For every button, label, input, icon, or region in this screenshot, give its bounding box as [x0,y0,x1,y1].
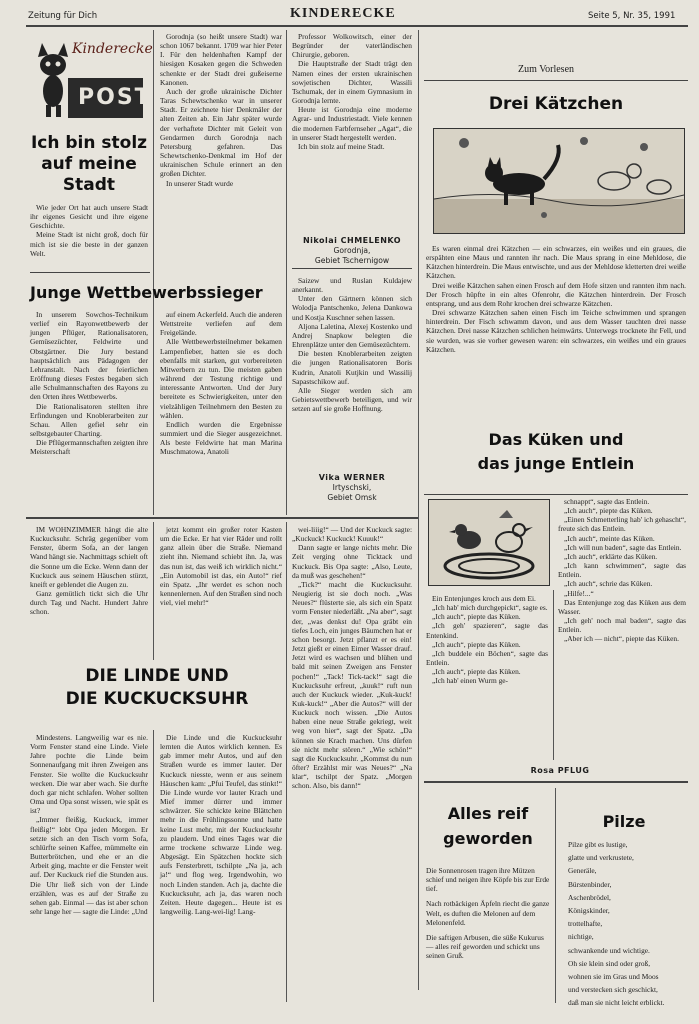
poem-line: Oh sie klein sind oder groß, [568,958,651,968]
paragraph: „Ich will nun baden“, sagte das Entlein. [564,542,682,552]
paragraph: Die besten Knoblerarbeiten zeigten die jungen Rationalisatoren Boris Kudrin, Anatoli Kutjkin und Wassilij Sapastschikow auf. [292,349,412,386]
paragraph: schnappt“, sagte das Entlein. [564,497,650,506]
article-body-kaetzchen [426,244,686,354]
title-line: Das Küken und [488,430,624,449]
article-body-kuckuck-intro [30,525,148,617]
column-divider [286,30,287,515]
paragraph: „Tick?“ macht die Kuckucksuhr. Neugierig ist sie doch noch. „Was Neues?“ flüsterte sie, als sich ein Spatz vorm Fenster niederläßt. „Na aber“, sagt der, „was denkst du! Opa gräbt ein tiefes Loch, ein junges Bäumchen hat er schon besorgt. Jetzt pflanzt er es ein! Jetzt gießt er einen Eimer Wasser drauf. Jetzt wird es wachsen und blühen und bald mit seinen Zweigen ans Fenster pochen!“ „Tack! Tick-tack!“ sagt die Kuckucksuhr erfreut, „kuuk!“ ruft nun auch der Kuckuck wieder. „Kuk-kuck! Kuk-kuck!“ „Aber die Autos?“ will der Kuckuck noch wissen. „Die Autos haben eine neue Straße gekriegt, weit weg von hier“, sagt der Spatz. „Da können sie Krach machen. Uns dürfen sie nicht mehr stören.“ „Wie schön!“ sagt die Kuckucksuhr. „Kommst du nun öfter? Erzählst mir was Neues?“ „Na klar“, tschilpt der Spatz. „Morgen schon. Also, bis dann!“ [292,579,412,791]
paragraph: Alle Wettbewerbsteilnehmer bekamen Lampenfieber, hatten sie es doch ebenfalls mit starken, gut vorbereiteten Mitwerbern zu tun. Die meisten gaben während der Testung richtige und interessante Antworten. Und der Jury bereitete es Schwierigkeiten, unter den vielzähligen Teilnehmern den Besten zu wählen. [160,337,282,420]
paragraph: Gorodnja (so heißt unsere Stadt) war schon 1067 bekannt. 1709 war hier Peter I. Für den heldenhaften Kampf der hiesigen Kosaken gegen die Schweden schenkte er der Stadt drei gußeiserne Kanonen. [160,32,282,87]
article-body-kueken-col2 [558,497,686,644]
paragraph: „Ich auch“, schrie das Küken. [564,579,653,589]
paragraph: wei-liiig!“ — Und der Kuckuck sagte: „Kuckuck! Kuckuck! Kuuuk!“ [292,525,412,544]
article-title-reif [424,801,552,851]
paragraph: Aljona Laletina, Alexej Kostenko und Andrej Snapkow belegten die Ehrenplätze unter den Gemüsezüchtern. [292,321,412,350]
author-name: Vika WERNER [318,473,386,482]
paragraph: Die Rationalisatoren stellten ihre Erfindungen und Knoblerarbeiten zur Schau. Allen gefiel sehr ein selbstgebauter Charting. [30,401,148,439]
poem-line: nichtige, [568,932,594,942]
paragraph: „Einen Schmetterling hab' ich gehascht“, freute sich das Entlein. [558,515,686,534]
author-place: Gorodnja, [333,246,371,255]
cats-illustration [433,128,685,234]
author-pflug [500,766,620,776]
title-line: das junge Entlein [477,454,635,473]
author-name: Nikolai CHMELENKO [302,236,402,245]
section-rule [424,781,688,783]
paragraph: Saizew und Ruslan Kuldajew anerkannt. [292,276,412,295]
article-body-wettbewerb-col2 [160,310,282,457]
poem-line: daß man sie nicht leicht erblickt. [568,998,665,1008]
paragraph: „Ich auch“, piepte das Küken. [432,667,521,677]
author-place: Gebiet Tschernigow [314,256,390,265]
paragraph: Die saftigen Arbusen, die süße Kukurus — alles reif geworden und schickt uns seinen Gruß. [426,932,544,961]
header-right: Seite 5, Nr. 35, 1991 [588,11,676,21]
paragraph: Die Hauptstraße der Stadt trägt den Namen eines der ersten ukrainischen sowjetischen Dichter, Wassili Tschumak, der in einem Gymnasium in Gorodnja lernte. [292,59,412,106]
paragraph: „Ich hab' mich durchgepickt“, sagte es. [432,603,548,613]
paragraph: „Ich buddele ein Böchen“, sagte das Entlein. [426,648,548,668]
section-rule [424,80,688,81]
column-divider [153,522,154,660]
article-body-kuckuck-col1 [30,733,148,916]
title-line: DIE KUCKUCKSUHR [65,689,249,709]
cats-picture-icon [434,129,684,233]
paragraph: „Ich auch“, piepte das Küken. [432,612,521,622]
paragraph: Nach rotbäckigen Äpfeln riecht die ganze Welt, es duften die Melonen auf dem Melonenfeld. [426,899,550,927]
logo-script: Kinderecke [72,41,153,57]
article-title-wettbewerb: Junge Wettbewerbssieger [30,283,263,302]
paragraph: Unter den Gärtnern können sich Wolodja Pantschenko, Jelena Dankowa und Kostja Kuschner sehen lassen. [292,294,412,322]
poem-line: und verstecken sich geschickt, [568,985,658,995]
article-title-kueken [424,428,688,476]
column-divider [418,30,419,990]
title-line: Alles reif [447,804,529,823]
paragraph: Ganz gemütlich tickt sich die Uhr durch Tag und Nacht. Hundert Jahre schon. [30,589,148,617]
title-line: geworden [443,829,533,848]
article-body-stolz-col2 [160,32,282,188]
paragraph: „Ich auch“, piepte das Küken. [432,639,521,649]
paragraph: In unserem Sowchos-Technikum verlief ein Rayonwettbewerb der jungen Pflüger, Rationalisatoren, Gemüsezüchter, Feldwirte und Obstgärtner. Die Jury bestand hauptsächlich aus Pädagogen der Lehranstalt. Nach der feierlichen Eröffnung dieses Festes begaben sich alle Schulmannschaften des Rayons zu den Orten ihres Wettbewerbs. [30,310,148,402]
paragraph: Das Entenjunge zog das Küken aus dem Wasser. [558,597,686,616]
paragraph: Mindestens. Langweilig war es nie. Vorm Fenster stand eine Linde. Viele Jahre pochte die Linde beim Sonnenaufgang mit ihren Zweigen ans Fenster. Sie wollte die Kuckucksuhr wecken. Die war aber wach. Sie durfte doch gar nicht schlafen. Woher sollten Oma und Opa sonst wissen, wie spät es ist? [30,733,148,816]
section-rule [26,517,418,519]
article-body-kuckuck-col3 [292,525,412,791]
article-title-kuckuck [32,665,282,711]
column-divider [555,788,556,1003]
article-body-wettbewerb-col1 [30,310,148,457]
poem-line: Pilze gibt es lustige, [568,840,628,849]
paragraph: Meine Stadt ist nicht groß, doch für mich ist sie die beste in der ganzen Welt. [30,230,148,258]
paragraph: „Ich auch“, piepte das Küken. [564,506,653,516]
paragraph: Drei weiße Kätzchen sahen einen Frosch auf dem Hofe sitzen und rannten ihm nach. Der Frosch hüpfte in ein altes Ofenrohr, die Kätzchen hinterdrein. Der Frosch entsprang, und aus dem Rohr krochen drei schwarze Kätzchen. [426,280,686,308]
article-body-stolz-col3 [292,32,412,151]
paragraph: Dann sagte er lange nichts mehr. Die Zeit verging ohne Ticktack und Kuckuck. Bis Opa sagte: „Also, Leute, da muß was geschehen!“ [292,543,412,580]
article-body-kueken-col1 [426,594,548,686]
poem-line: trottelhafte, [568,919,603,929]
poem-line: wohnen sie im Gras und Moos [568,972,659,982]
chick-duckling-picture-icon [429,500,549,585]
poem-line: Aschenbrödel, [568,892,611,902]
paragraph: In unserer Stadt wurde [166,178,234,188]
paragraph: Auch der große ukrainische Dichter Taras Schewtschenko war in unserer Stadt. Er zeichnete hier Denkmäler der alten Zeiten ab. Ein Jahr später wurde der verhaftete Dichter mit Geleit von Gendarmen durch Gorodnja nach Petersburg gefahren. Das Schewtschenko-Denkmal im Hof der ukrainischen Schule erinnert an den großen Dichter. [160,86,282,179]
section-rule [424,494,688,495]
poem-pilze [568,838,692,1010]
header-rule [26,25,688,27]
section-label: Zum Vorlesen [518,64,575,75]
author-chmelenko [292,236,412,266]
kinderecke-post-logo [28,33,153,121]
article-body-kuckuck-intro-col2 [160,525,282,607]
paragraph: Drei schwarze Kätzchen sahen einen Fisch im Teiche schwimmen und sprangen hinterdrein. Der Fisch schwamm davon, und aus dem Wasser tauchten drei nasse Kätzchen. Drei nasse Kätzchen schlichen heimwärts. Unterwegs trocknete ihr Fell, und sie wurden, was sie vorher gewesen waren: ein schwarzes, ein weißes und ein graues Kätzchen. [426,308,686,354]
article-body-stolz-col1 [30,203,148,258]
paragraph: „Ich hab' einen Wurm ge- [432,676,509,686]
title-line: DIE LINDE UND [85,666,229,686]
poem-line: glatte und verkrustete, [568,853,634,863]
column-divider [286,522,287,1002]
section-rule [30,272,150,273]
paragraph: Ich bin stolz auf meine Stadt. [298,141,385,151]
paragraph: „Hilfe!...“ [564,588,594,598]
paragraph: „Aber ich — nicht“, piepte das Küken. [564,634,679,644]
author-werner [292,473,412,503]
poem-line: schwankende und wichtige. [568,945,650,955]
article-body-kuckuck-col2 [160,733,282,916]
paragraph: Es waren einmal drei Kätzchen — ein schwarzes, ein weißes und ein graues, die erspähten eine Maus und rannten ihr nach. Die Maus sprang in eine Mehldose, die Kätzchen hinterdrein. Die Maus entwischte, und aus der Mehldose kletterten drei weiße Kätzchen. [426,244,686,281]
paragraph: jetzt kommt ein großer roter Kasten um die Ecke. Er hat vier Räder und rollt ganz allein über die Straße. Niemand zieht ihn. Niemand schiebt ihn. Ja, was das nun ist, das weiß ich wirklich nicht.“ „Ein Automobil ist das, ein Auto!“ rief ein Spatz. „Ihr werdet es schon noch kennenlernen. Auf den Straßen sind noch viel, viel mehr!“ [160,525,282,608]
paragraph: Alle Sieger werden sich am Gebietswettbewerb beteiligen, und wir setzen auf sie große Hoffnung. [292,385,412,414]
article-title-stolz: Ich bin stolz auf meine Stadt [30,133,148,195]
paragraph: „Ich auch“, erklärte das Küken. [564,551,658,561]
paragraph: Die Pflügermannschaften zeigten ihre Meisterschaft [30,438,148,457]
paragraph: auf einem Ackerfeld. Auch die anderen Wettstreite verliefen auf dem Freigelände. [160,310,282,338]
poem-reif [426,866,552,960]
chick-duckling-illustration [428,499,550,586]
paragraph: Ein Entenjunges kroch aus dem Ei. [432,594,536,603]
paragraph: Wie jeder Ort hat auch unsere Stadt ihr eigenes Gesicht und ihre eigene Geschichte. [30,203,148,231]
paragraph: IM WOHNZIMMER hängt die alte Kuckucksuhr. Schräg gegenüber vom Fenster, überm Sofa, an der langen Wand hängt sie. Nachmittags schielt oft die Sonne um die Ecke. Wenn dann der Kuckuck aus seinem Häuschen stürzt, kneift er geblendet die Augen zu. [30,525,148,589]
paragraph: „Immer fleißig, Kuckuck, immer fleißig!“ lobt Opa jeden Morgen. Er setzte sich an den Tisch vorm Sofa, schlürfte seinen Kaffee, mümmelte ein Butterbrötchen, und ehe er an die Arbeit ging, machte er die Fenster weit auf. Der Kuckuck rief die Stunden aus. Die Uhr ließ sich von der Linde erzählen, was es auf der Straße zu sehen gab. Einmal — das ist aber schon sehr lange her — sagte die Linde: „Und [30,815,148,916]
paragraph: „Ich geh' noch mal baden“, sagte das Entlein. [558,616,686,635]
paragraph: Heute ist Gorodnja eine moderne Agrar- und Industriestadt. Viele kennen die modernen Farbfernseher „Agat“, die in unserer Stadt hergestellt werden. [292,105,412,142]
paragraph: Die Linde und die Kuckucksuhr lernten die Autos wirklich kennen. Es gab immer mehr Autos, und auf den Straßen wurde es immer lauter. Der Kuckuck niesste, wenn er aus seinem Häuschen kam: „Pfui Teufel, das stinkt!“ Die Linde wurde vor lauter Krach und Mief immer dürrer und immer schwärzer. Sie schickte keine Blättchen mehr in die Frühlingssonne und hatte keine Lust mehr, mit der Kuckucksuhr zu plaudern. Und eines Tages war die arme trockene schwarze Linde weg. Abgesägt. Ein Spätzchen hockte sich aufs Fensterbrett, tschilpte „Na ja, ach ja!“ und flog weg. Irgendwohin, wo noch Linden standen. Ach ja, dachte die Kuckucksuhr, ach ja, das waren noch Zeiten. Heute dagegen... Heute ist es langweilig. Lang-wei-lig! Lang- [160,733,282,916]
poem-line: Königskinder, [568,906,610,916]
poem-line: Generäle, [568,866,597,876]
author-place: Gebiet Omsk [327,493,377,502]
logo-post: POST [78,85,152,110]
author-place: Irtyschski, [332,483,372,492]
paragraph: „Ich auch“, meinte das Küken. [564,533,655,543]
column-divider [153,30,154,515]
column-divider [553,590,554,760]
paragraph: „Ich kann schwimmen“, sagte das Entlein. [558,561,686,580]
poem-line: Bürstenbinder, [568,879,612,889]
paragraph: Die Sonnenrosen tragen ihre Mützen schief und neigen ihre Köpfe bis zur Erde tief. [426,866,550,894]
article-body-wettbewerb-col3 [292,276,412,413]
header-title: KINDERECKE [290,6,396,21]
header-left: Zeitung für Dich [28,11,98,21]
article-title-kaetzchen: Drei Kätzchen [488,94,624,114]
author-name: Rosa PFLUG [530,766,590,775]
paragraph: „Ich geh' spazieren“, sagte das Entenkind. [426,621,548,640]
paragraph: Professor Wolkowitsch, einer der Begründer der vaterländischen Chirurgie, geboren. [292,32,412,60]
article-title-pilze: Pilze [602,812,646,831]
paragraph: Endlich wurden die Ergebnisse summiert und die Sieger ausgezeichnet. Als beste Feldwirte hat man Marina Muschmatowa, Anatoli [160,419,282,457]
column-divider [153,730,154,1002]
section-rule [292,268,412,269]
